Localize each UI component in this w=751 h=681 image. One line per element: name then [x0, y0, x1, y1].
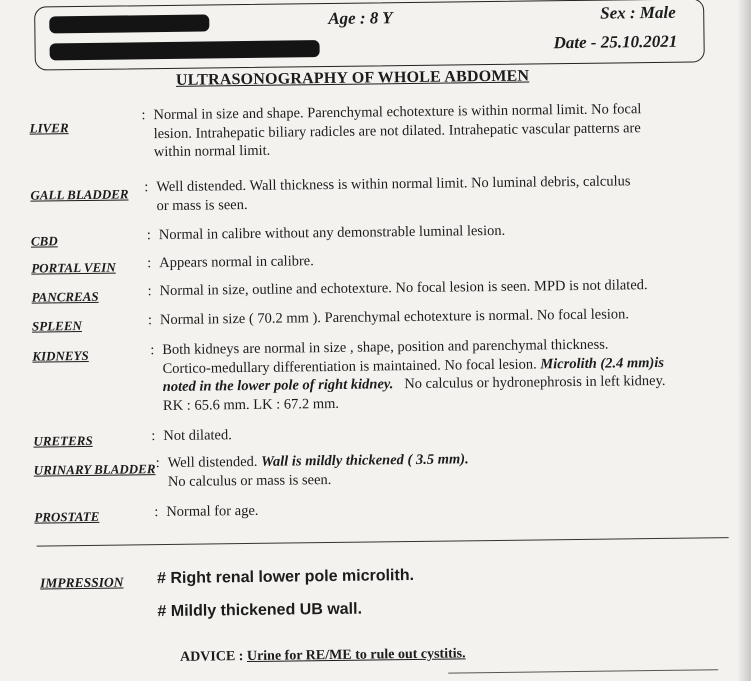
patient-header	[34, 0, 705, 71]
finding-text-spleen: : Normal in size ( 70.2 mm ). Parenchymal echotexture is normal. No focal lesion.	[147, 306, 630, 329]
finding-label-portal-vein: PORTAL VEIN	[31, 259, 116, 276]
finding-label-urinary-bladder: URINARY BLADDER	[33, 461, 156, 478]
patient-sex: Sex : Male	[600, 2, 676, 23]
finding-label-pancreas: PANCREAS	[31, 288, 99, 305]
impression-label: IMPRESSION	[40, 574, 124, 591]
finding-label-spleen: SPLEEN	[31, 318, 82, 334]
report-title: ULTRASONOGRAPHY OF WHOLE ABDOMEN	[175, 67, 530, 89]
finding-text-pancreas: : Normal in size, outline and echotexture. No focal lesion is seen. MPD is not dilated.	[147, 277, 648, 300]
finding-text-prostate: : Normal for age.	[154, 502, 259, 521]
report-date: Date - 25.10.2021	[553, 31, 678, 53]
finding-text-ureters: : Not dilated.	[151, 427, 232, 445]
page-edge-shadow	[737, 0, 751, 681]
advice	[180, 646, 466, 665]
finding-label-liver: LIVER	[29, 120, 69, 136]
bottom-rule	[448, 669, 718, 673]
finding-label-prostate: PROSTATE	[34, 508, 100, 525]
redacted-patient-name	[49, 14, 209, 33]
section-divider	[37, 537, 729, 546]
impression-item: # Mildly thickened UB wall.	[157, 600, 363, 621]
finding-text-gall-bladder: : Well distended. Wall thickness is within normal limit. No luminal debris, calculus or mass is seen.	[144, 173, 631, 214]
finding-text-portal-vein: : Appears normal in calibre.	[147, 253, 314, 272]
finding-text-kidneys: : Both kidneys are normal in size , shape, position and parenchymal thickness. Cortico-medullary differentiation is maintained. No focal lesion. Microlith (2.4 mm)is noted in the lower pole of right kidney. No calculus or hydronephrosis in left kidney. RK : 65.6 mm. LK : 67.2 mm.	[150, 336, 666, 414]
impression-item: # Right renal lower pole microlith.	[156, 566, 415, 588]
finding-text-liver: : Normal in size and shape. Parenchymal echotexture is within normal limit. No focal lesion. Intrahepatic biliary radicles are not dilated. Intrahepatic vascular patterns are within normal limit.	[141, 101, 642, 161]
patient-age: Age : 8 Y	[328, 8, 393, 28]
finding-text-urinary-bladder: : Well distended. Wall is mildly thickened ( 3.5 mm). No calculus or mass is seen.	[155, 451, 469, 490]
redacted-referrer	[50, 40, 320, 60]
advice-label: ADVICE :	[179, 649, 244, 665]
finding-text-cbd: : Normal in calibre without any demonstrable luminal lesion.	[146, 222, 506, 244]
finding-label-kidneys: KIDNEYS	[32, 347, 89, 364]
finding-label-gall-bladder: GALL BLADDER	[30, 186, 129, 203]
advice-text: Urine for RE/ME to rule out cystitis.	[246, 646, 466, 665]
finding-label-cbd: CBD	[30, 233, 58, 249]
finding-label-ureters: URETERS	[33, 432, 93, 449]
